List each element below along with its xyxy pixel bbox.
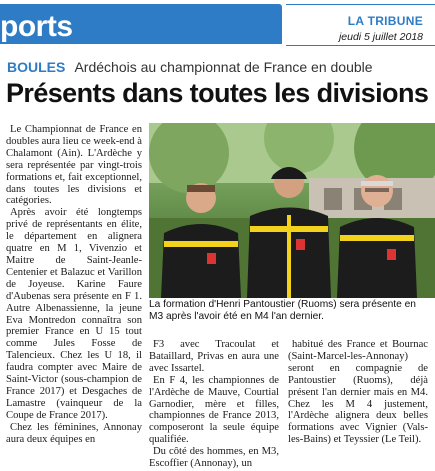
paragraph: En F 4, les championnes de l'Ardèche de Mauve, Courtial Garnodier, mère et filles, championnes de France 2013, composeront la seule équipe qualifiée. bbox=[149, 374, 279, 446]
team-photo bbox=[149, 123, 435, 298]
paragraph: Le Championnat de France en doubles aura lieu ce week-end à Chalamont (Ain). L'Ardèche y sera représentée par vingt-trois formations et, fait exceptionnel, dans toutes les divisions et catégories. bbox=[6, 124, 142, 207]
caption-text: La formation d'Henri Pantoustier (Ruoms) sera présente en M3 après l'avoir été en M4 l'an dernier. bbox=[149, 299, 416, 322]
article-column-1 bbox=[6, 124, 142, 445]
team-photo-illustration bbox=[149, 123, 435, 298]
paragraph: Du côté des hommes, en M3, Escoffier (Annonay), un bbox=[149, 446, 279, 470]
photo-caption bbox=[149, 299, 429, 323]
masthead bbox=[286, 4, 435, 46]
paragraph: habitué des France et Bournac (Saint-Marcel-les-Annonay) seront en compagnie de Pantoustier (Ruoms), déjà présent l'an dernier mais en M4. Chez les M 4 justement, l'Ardèche alignera deux belles formations avec Vignier (Vals-les-Bains) et Teyssier (Le Teil). bbox=[288, 339, 428, 446]
paragraph: Après avoir été longtemps privé de représentants en élite, le département en alignera quatre en M 1, Vivenzio et Maitre de Saint-Jeanle-Centenier et Balazuc et Varillon de Joyeuse. Karine Faure d'Aubenas sera présente en F 1. Autre Albenassienne, la jeune Eva Montredon connaîtra son premier France en U 15 tout comme Jules Fosse de Talencieux. Chez les U 18, il faudra compter avec Maire de Saint-Victor (sous-champion de France 2017) et Desgaches de Lamastre (vainqueur de la Coupe de France 2017). bbox=[6, 207, 142, 421]
newspaper-name: LA TRIBUNE bbox=[347, 14, 423, 28]
issue-date: jeudi 5 juillet 2018 bbox=[338, 31, 423, 43]
paragraph: F3 avec Tracoulat et Bataillard, Privas en aura une avec Issartel. bbox=[149, 339, 279, 374]
section-title: ports bbox=[0, 10, 73, 43]
article-kicker bbox=[7, 59, 373, 75]
article-subtitle: Ardéchois au championnat de France en double bbox=[74, 59, 373, 75]
article-column-3 bbox=[288, 339, 428, 446]
section-banner bbox=[0, 4, 282, 44]
article-column-2 bbox=[149, 339, 279, 470]
page-header bbox=[0, 0, 435, 46]
article-category: BOULES bbox=[7, 59, 66, 75]
paragraph: Chez les féminines, Annonay aura deux équipes en bbox=[6, 421, 142, 445]
article-headline: Présents dans toutes les divisions bbox=[6, 78, 429, 108]
